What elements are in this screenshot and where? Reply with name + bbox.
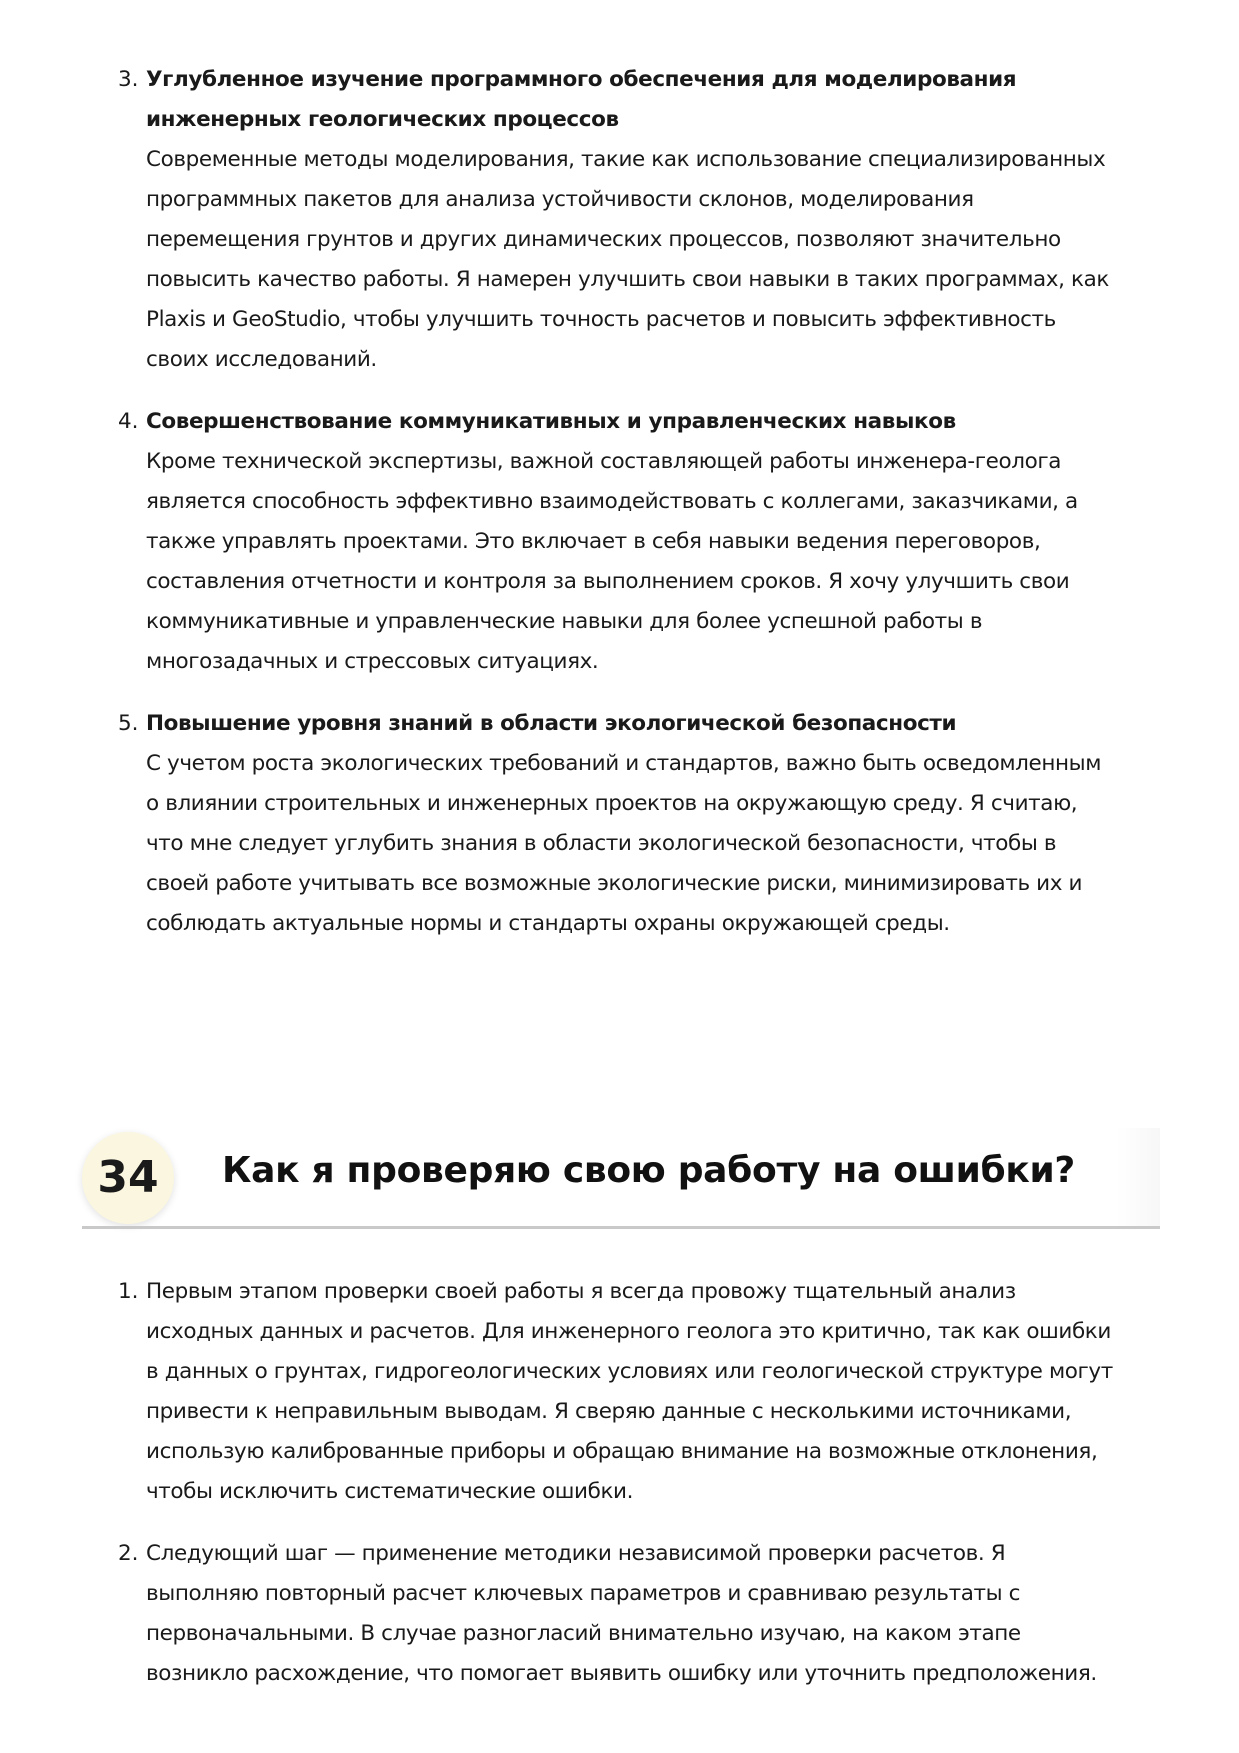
body-line: коммуникативные и управленческие навыки для более успешной работы в: [146, 609, 983, 634]
list-item: [110, 1534, 1160, 1694]
list-item-title: [146, 704, 1160, 744]
section-number-badge: 34: [82, 1132, 174, 1224]
section-title: Как я проверяю свою работу на ошибки?: [222, 1150, 1075, 1191]
list-item-title: [146, 402, 1160, 442]
list-item-title: [146, 60, 1160, 140]
body-line: соблюдать актуальные нормы и стандарты охраны окружающей среды.: [146, 911, 950, 936]
body-line: чтобы исключить систематические ошибки.: [146, 1479, 634, 1504]
body-line: использую калиброванные приборы и обращаю внимание на возможные отклонения,: [146, 1439, 1098, 1464]
body-line: исходных данных и расчетов. Для инженерного геолога это критично, так как ошибки: [146, 1319, 1111, 1344]
body-line: что мне следует углубить знания в области экологической безопасности, чтобы в: [146, 831, 1057, 856]
body-line: Plaxis и GeoStudio, чтобы улучшить точность расчетов и повысить эффективность: [146, 307, 1056, 332]
body-line: также управлять проектами. Это включает в себя навыки ведения переговоров,: [146, 529, 1041, 554]
body-line: Следующий шаг — применение методики независимой проверки расчетов. Я: [146, 1541, 1006, 1566]
section-divider: [82, 1226, 1160, 1229]
body-line: в данных о грунтах, гидрогеологических условиях или геологической структуре могут: [146, 1359, 1113, 1384]
section-header: [82, 1128, 1160, 1228]
body-line: программных пакетов для анализа устойчивости склонов, моделирования: [146, 187, 974, 212]
list-item-body: [146, 442, 1160, 682]
list-item: [110, 402, 1160, 682]
body-line: С учетом роста экологических требований и стандартов, важно быть осведомленным: [146, 751, 1102, 776]
body-line: многозадачных и стрессовых ситуациях.: [146, 649, 599, 674]
body-line: привести к неправильным выводам. Я сверяю данные с несколькими источниками,: [146, 1399, 1072, 1424]
body-line: первоначальными. В случае разногласий внимательно изучаю, на каком этапе: [146, 1621, 1021, 1646]
body-line: является способность эффективно взаимодействовать с коллегами, заказчиками, а: [146, 489, 1078, 514]
body-line: Кроме технической экспертизы, важной составляющей работы инженера-геолога: [146, 449, 1062, 474]
body-line: своих исследований.: [146, 347, 377, 372]
body-line: возникло расхождение, что помогает выявить ошибку или уточнить предположения.: [146, 1661, 1097, 1686]
body-line: выполняю повторный расчет ключевых параметров и сравниваю результаты с: [146, 1581, 1021, 1606]
list-item-body: [146, 140, 1160, 380]
error-check-list: [110, 1272, 1160, 1716]
title-line: Совершенствование коммуникативных и управленческих навыков: [146, 409, 956, 434]
goals-list: [110, 60, 1160, 966]
body-line: о влиянии строительных и инженерных проектов на окружающую среду. Я считаю,: [146, 791, 1078, 816]
list-item-number: 5.: [118, 711, 139, 736]
list-item-body: [146, 744, 1160, 944]
body-line: Современные методы моделирования, такие как использование специализированных: [146, 147, 1106, 172]
title-line: Углубленное изучение программного обеспечения для моделирования: [146, 67, 1017, 92]
body-line: повысить качество работы. Я намерен улучшить свои навыки в таких программах, как: [146, 267, 1109, 292]
list-item-number: 4.: [118, 409, 139, 434]
list-item-number: 2.: [118, 1541, 139, 1566]
list-item: [110, 704, 1160, 944]
title-line: инженерных геологических процессов: [146, 107, 619, 132]
body-line: перемещения грунтов и других динамических процессов, позволяют значительно: [146, 227, 1061, 252]
list-item-number: 1.: [118, 1279, 139, 1304]
list-item: [110, 60, 1160, 380]
list-item-body: [146, 1534, 1160, 1694]
list-item-body: [146, 1272, 1160, 1512]
body-line: составления отчетности и контроля за выполнением сроков. Я хочу улучшить свои: [146, 569, 1070, 594]
list-item: [110, 1272, 1160, 1512]
list-item-number: 3.: [118, 67, 139, 92]
title-line: Повышение уровня знаний в области экологической безопасности: [146, 711, 957, 736]
body-line: Первым этапом проверки своей работы я всегда провожу тщательный анализ: [146, 1279, 1016, 1304]
body-line: своей работе учитывать все возможные экологические риски, минимизировать их и: [146, 871, 1083, 896]
